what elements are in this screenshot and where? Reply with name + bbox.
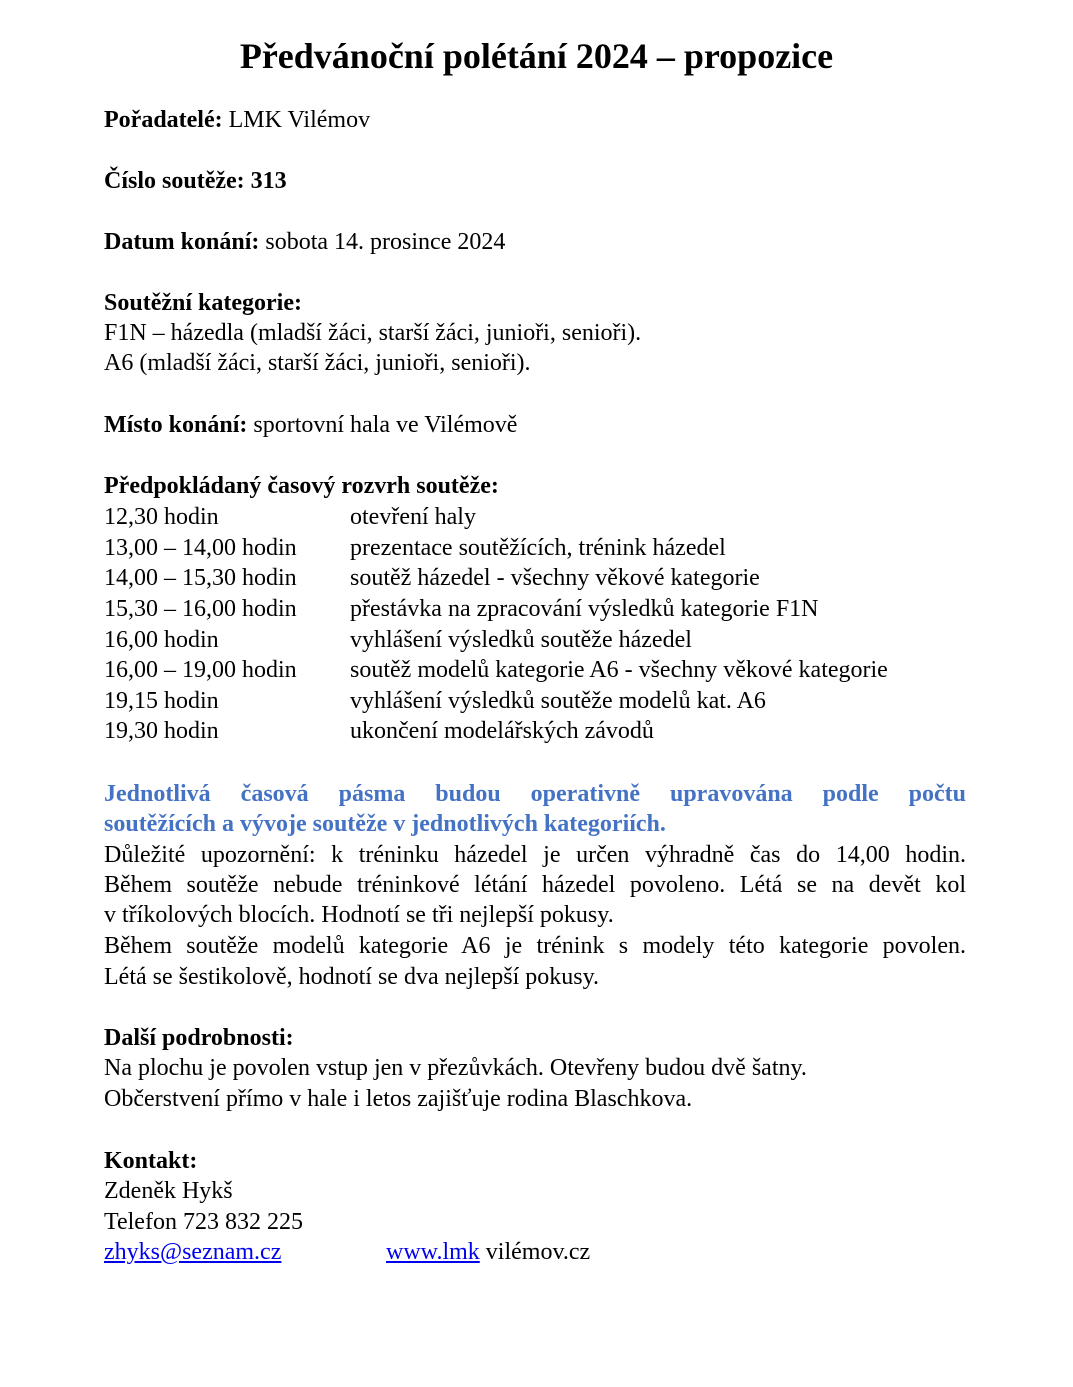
schedule-time: 19,15 hodin bbox=[104, 688, 219, 714]
schedule-desc: otevření haly bbox=[350, 504, 476, 530]
schedule-desc: soutěž házedel - všechny věkové kategorie bbox=[350, 565, 760, 591]
organizer-value: LMK Vilémov bbox=[222, 107, 371, 133]
schedule-desc: ukončení modelářských závodů bbox=[350, 718, 654, 744]
rules-line: Během soutěže modelů kategorie A6 je trénink s modely této kategorie povolen. bbox=[104, 933, 966, 959]
category-line: A6 (mladší žáci, starší žáci, junioři, senioři). bbox=[104, 350, 531, 376]
rules-line: v tříkolových blocích. Hodnotí se tři nejlepší pokusy. bbox=[104, 902, 614, 928]
document-title: Předvánoční polétání 2024 – propozice bbox=[239, 36, 834, 76]
organizer-line bbox=[104, 105, 370, 135]
schedule-time: 14,00 – 15,30 hodin bbox=[104, 565, 297, 591]
venue-value: sportovní hala ve Vilémově bbox=[247, 412, 518, 438]
web-link[interactable]: www.lmk bbox=[386, 1239, 480, 1265]
rules-line: Během soutěže nebude tréninkové létání házedel povoleno. Létá se na devět kol bbox=[104, 872, 966, 898]
contact-links bbox=[104, 1237, 281, 1267]
contact-heading: Kontakt: bbox=[104, 1148, 198, 1174]
schedule-time: 16,00 hodin bbox=[104, 627, 219, 653]
schedule-time: 12,30 hodin bbox=[104, 504, 219, 530]
notice-line: soutěžících a vývoje soutěže v jednotlivých kategoriích. bbox=[104, 811, 666, 837]
schedule-desc: vyhlášení výsledků soutěže modelů kat. A6 bbox=[350, 688, 766, 714]
date-value: sobota 14. prosince 2024 bbox=[259, 229, 506, 255]
contact-phone: Telefon 723 832 225 bbox=[104, 1209, 303, 1235]
web-rest: vilémov.cz bbox=[479, 1239, 591, 1265]
date-line bbox=[104, 227, 505, 257]
details-line: Občerstvení přímo v hale i letos zajišťuje rodina Blaschkova. bbox=[104, 1086, 693, 1112]
schedule-desc: prezentace soutěžících, trénink házedel bbox=[350, 535, 726, 561]
notice-line: Jednotlivá časová pásma budou operativně upravována podle počtu bbox=[104, 781, 966, 807]
schedule-time: 13,00 – 14,00 hodin bbox=[104, 535, 297, 561]
categories-heading: Soutěžní kategorie: bbox=[104, 290, 302, 316]
schedule-time: 16,00 – 19,00 hodin bbox=[104, 657, 297, 683]
contact-name: Zdeněk Hykš bbox=[104, 1178, 233, 1204]
email-link[interactable]: zhyks@seznam.cz bbox=[104, 1239, 282, 1265]
schedule-desc: přestávka na zpracování výsledků kategorie F1N bbox=[350, 596, 819, 622]
venue-label: Místo konání: bbox=[104, 412, 248, 438]
category-line: F1N – házedla (mladší žáci, starší žáci, junioři, senioři). bbox=[104, 320, 642, 346]
details-line: Na plochu je povolen vstup jen v přezůvkách. Otevřeny budou dvě šatny. bbox=[104, 1055, 807, 1081]
venue-line bbox=[104, 410, 517, 440]
web-line bbox=[386, 1237, 590, 1267]
rules-line: Důležité upozornění: k tréninku házedel je určen výhradně čas do 14,00 hodin. bbox=[104, 842, 966, 868]
schedule-time: 19,30 hodin bbox=[104, 718, 219, 744]
competition-number: Číslo soutěže: 313 bbox=[104, 168, 287, 194]
schedule-heading: Předpokládaný časový rozvrh soutěže: bbox=[104, 473, 499, 499]
details-heading: Další podrobnosti: bbox=[104, 1025, 294, 1051]
schedule-time: 15,30 – 16,00 hodin bbox=[104, 596, 297, 622]
organizer-label: Pořadatelé: bbox=[104, 107, 223, 133]
schedule-desc: vyhlášení výsledků soutěže házedel bbox=[350, 627, 692, 653]
schedule-desc: soutěž modelů kategorie A6 - všechny věkové kategorie bbox=[350, 657, 888, 683]
rules-line: Létá se šestikolově, hodnotí se dva nejlepší pokusy. bbox=[104, 964, 600, 990]
date-label: Datum konání: bbox=[104, 229, 260, 255]
